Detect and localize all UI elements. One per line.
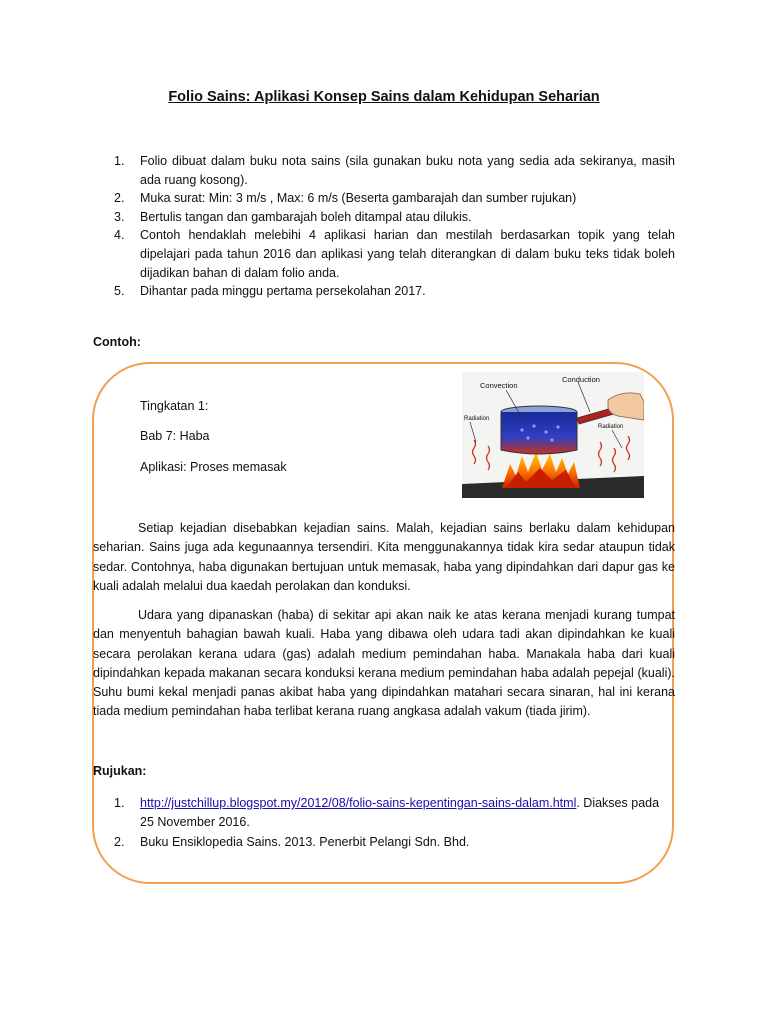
list-item (92, 208, 675, 227)
reference-text: Buku Ensiklopedia Sains. 2013. Penerbit Pelangi Sdn. Bhd. (140, 835, 470, 850)
tingkatan-label: Tingkatan 1: (140, 399, 209, 413)
list-text: Bertulis tangan dan gambarajah boleh ditampal atau dilukis. (140, 209, 472, 224)
aplikasi-label: Aplikasi: Proses memasak (140, 460, 287, 474)
instructions-list (92, 152, 675, 301)
list-number: 1. (114, 154, 125, 168)
page-title: Folio Sains: Aplikasi Konsep Sains dalam Kehidupan Seharian (168, 89, 600, 105)
reference-text: . Diakses pada 25 November 2016. (140, 796, 660, 829)
diagram-label-convection: Convection (480, 381, 518, 390)
reference-item (92, 794, 675, 831)
list-item (92, 189, 675, 208)
paragraph-2-text: Udara yang dipanaskan (haba) di sekitar api akan naik ke atas kerana menjadi kurang tumpat dan menyentuh bahagian bawah kuali. Haba yang dibawa oleh udara tadi akan dipindahkan ke kuali secara perolakan kerana udara (gas) adalah medium pemindahan haba. Manakala haba dari kuali dipindahkan kepada makanan secara konduksi kerana medium pemindahan haba adalah pepejal (kuali). Suhu bumi kekal menjadi panas akibat haba yang dipindahkan matahari secara sinaran, hal ini kerana tiada medium pemindahan haba terlibat kerana ruang angkasa adalah vakum (tiada jirim). (93, 608, 675, 719)
paragraph-1-text: Setiap kejadian disebabkan kejadian sains. Malah, kejadian sains berlaku dalam kehidupan seharian. Sains juga ada kegunaannya tersendiri. Kita menggunakannya tidak kira sedar ataupun tidak sedar. Contohnya, haba digunakan bertujuan untuk memasak, haba yang dipindahkan dari dapur gas ke kuali adalah melalui dua kaedah perolakan dan konduksi. (93, 521, 675, 593)
paragraph-1 (93, 519, 675, 596)
list-number: 3. (114, 209, 125, 224)
list-number: 4. (114, 228, 125, 243)
bab-label: Bab 7: Haba (140, 429, 210, 443)
heat-transfer-illustration (462, 372, 644, 498)
list-text: Muka surat: Min: 3 m/s , Max: 6 m/s (Beserta gambarajah dan sumber rujukan) (140, 191, 577, 206)
list-number: 5. (114, 284, 125, 299)
list-item (92, 226, 675, 282)
references-heading: Rujukan: (93, 764, 147, 778)
list-number: 2. (114, 191, 125, 206)
diagram-label-radiation-right: Radiation (598, 424, 624, 430)
paragraph-2 (93, 606, 675, 722)
reference-item (92, 833, 675, 852)
list-text: Dihantar pada minggu pertama persekolahan 2017. (140, 284, 426, 299)
diagram-label-conduction: Conduction (562, 375, 600, 384)
list-item (92, 152, 675, 189)
list-text: Folio dibuat dalam buku nota sains (sila gunakan buku nota yang sedia ada sekiranya, masih ada ruang kosong). (140, 154, 675, 187)
example-heading: Contoh: (93, 335, 141, 349)
references-list (92, 794, 675, 854)
reference-link[interactable]: http://justchillup.blogspot.my/2012/08/folio-sains-kepentingan-sains-dalam.html (140, 796, 577, 810)
diagram-label-radiation-left: Radiation (464, 416, 490, 422)
list-text: Contoh hendaklah melebihi 4 aplikasi harian dan mestilah berdasarkan topik yang telah dipelajari pada tahun 2016 dan aplikasi yang telah diterangkan di dalam buku teks tidak boleh dijadikan bahan di dalam folio anda. (140, 228, 675, 280)
reference-number: 2. (114, 835, 125, 850)
list-item (92, 282, 675, 301)
reference-number: 1. (114, 796, 125, 810)
